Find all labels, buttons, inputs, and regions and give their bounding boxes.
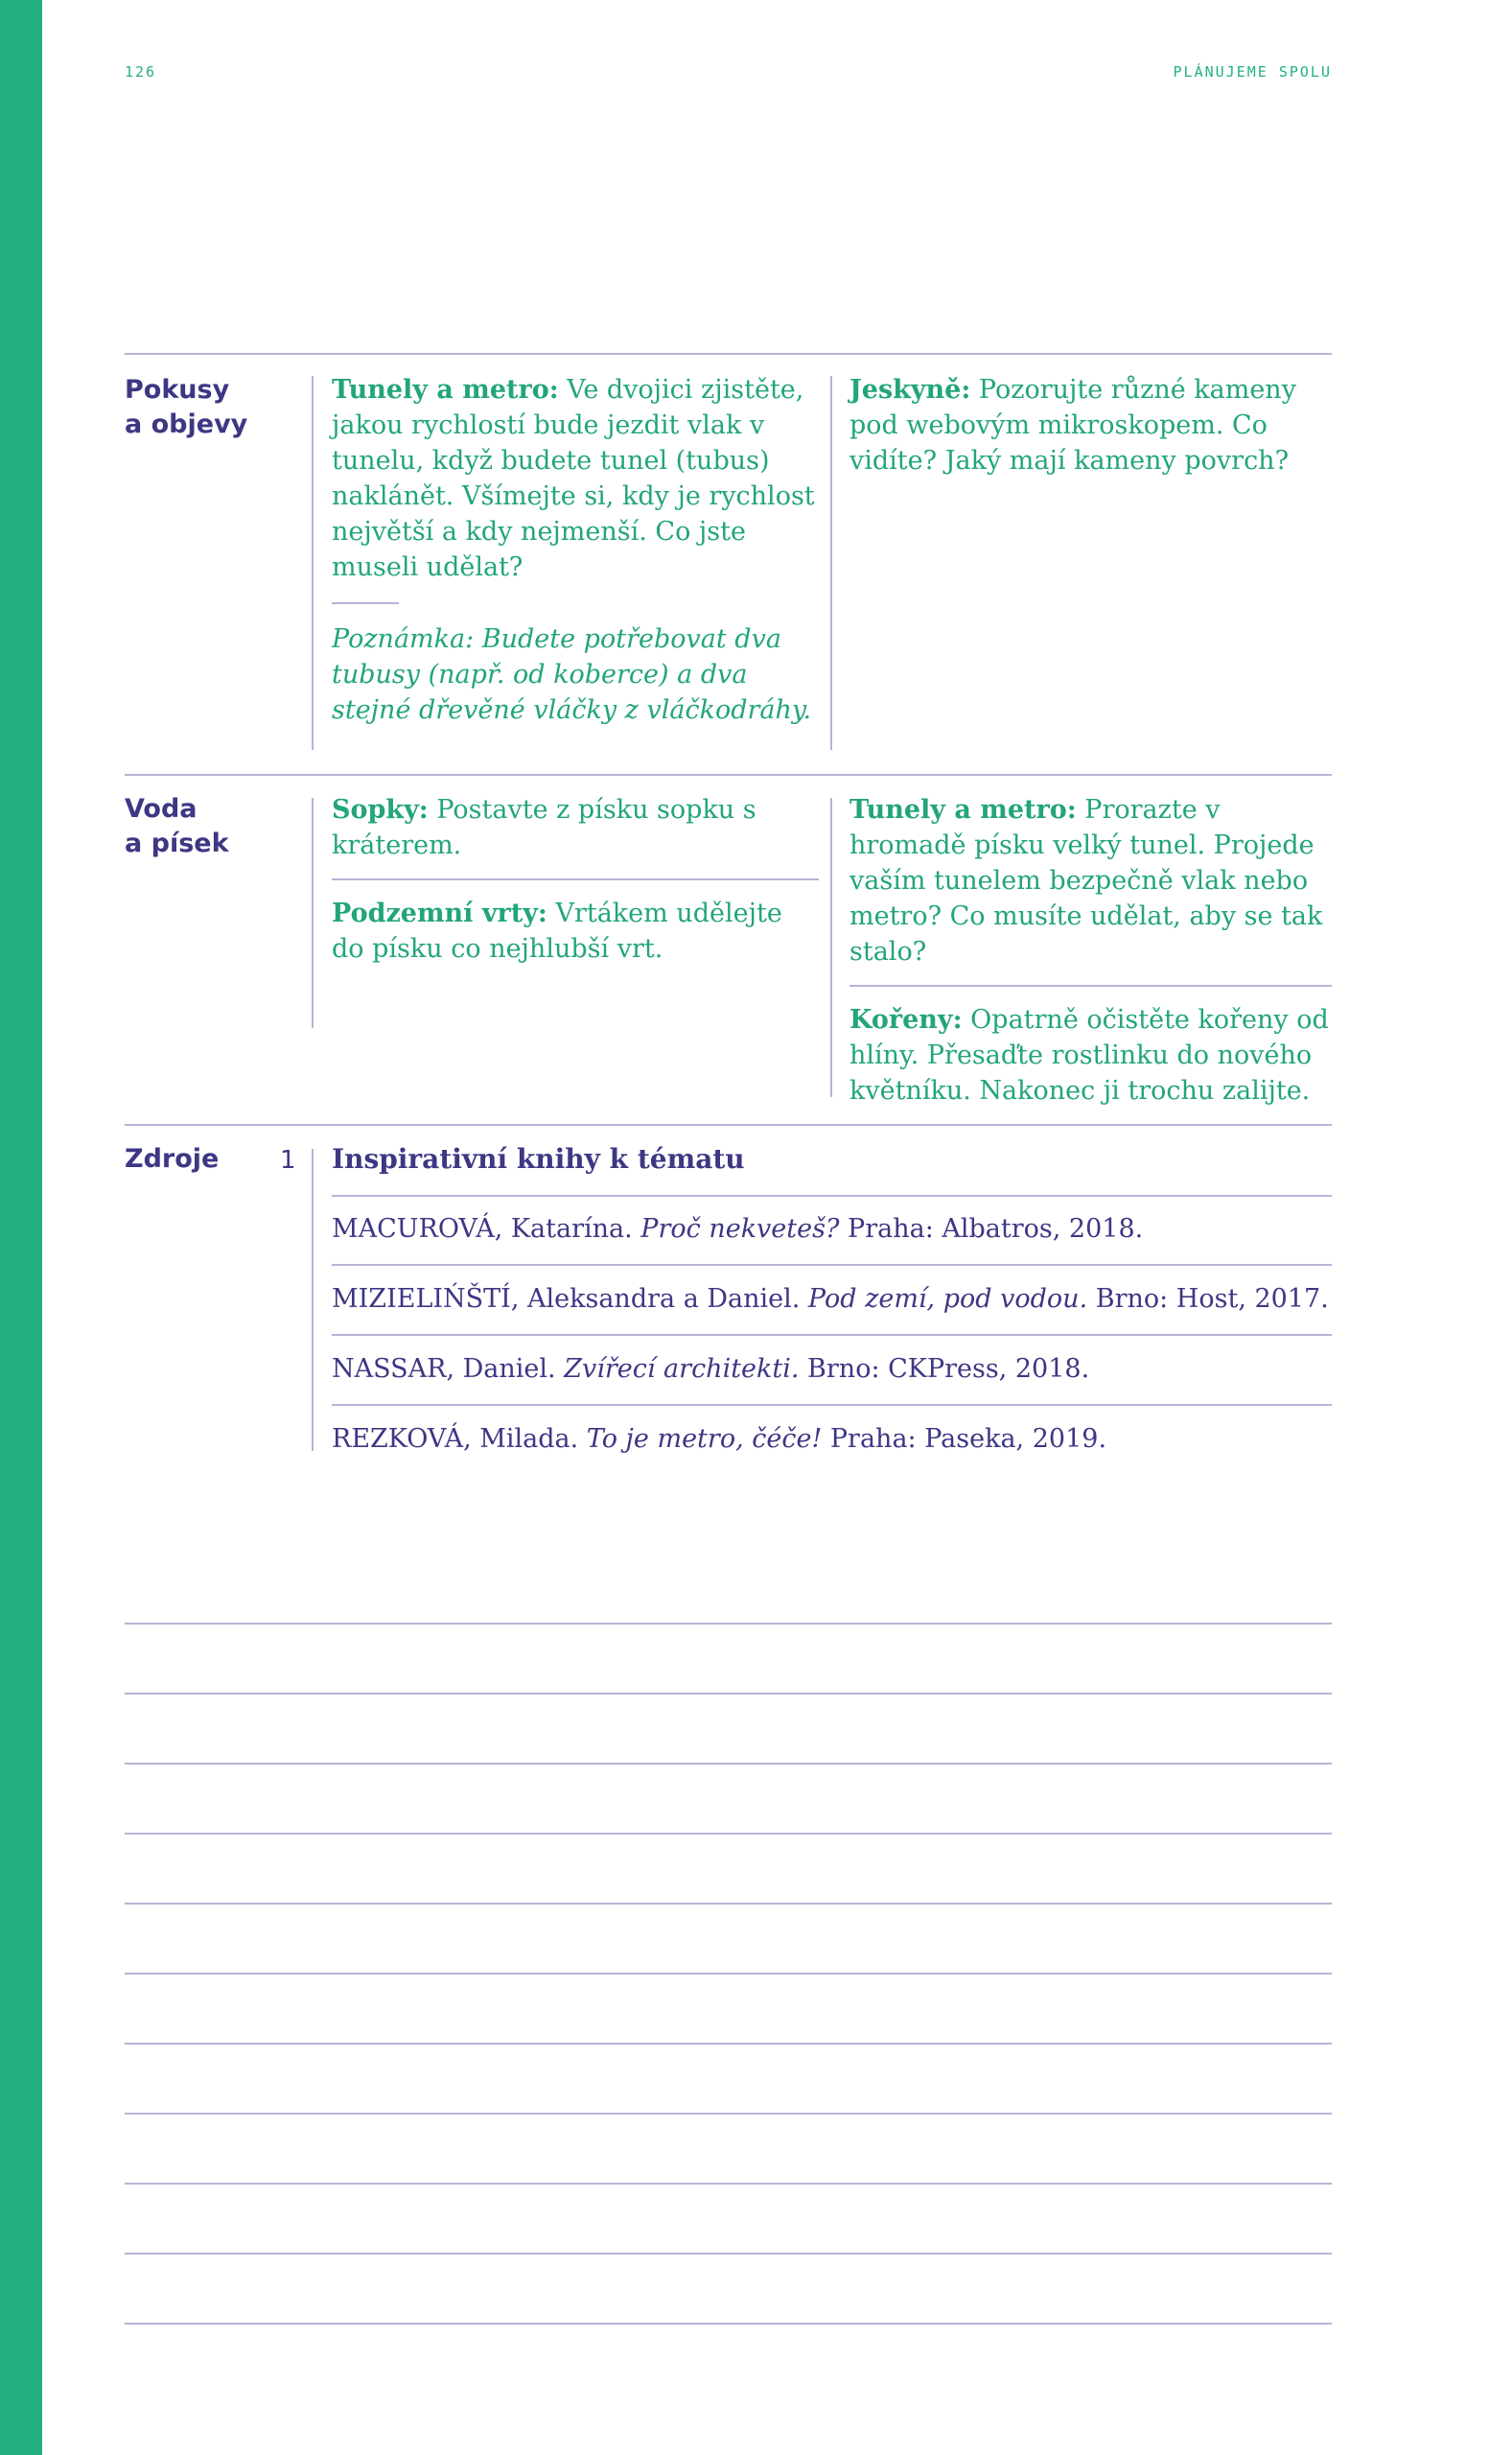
writing-line xyxy=(125,1903,1332,1905)
book-publisher: Praha: Paseka, 2019. xyxy=(822,1424,1107,1454)
section-divider xyxy=(125,774,1332,776)
cell-voda-right xyxy=(849,792,1332,1109)
book-title: Pod zemí, pod vodou. xyxy=(807,1284,1088,1314)
label-line: a písek xyxy=(125,829,229,858)
book-author: REZKOVÁ, Milada. xyxy=(332,1424,587,1454)
section-label-pokusy xyxy=(125,373,247,442)
note-rule xyxy=(332,602,399,604)
cell-vrty xyxy=(332,896,815,967)
cell-voda-left xyxy=(332,792,815,967)
column-rule xyxy=(312,376,314,750)
writing-line xyxy=(125,1973,1332,1975)
writing-line xyxy=(125,2183,1332,2185)
cell-title: Kořeny: xyxy=(849,1005,963,1035)
cell-rule xyxy=(332,878,819,880)
cell-body: Ve dvojici zjistěte, jakou rychlostí bude jezdit vlak v tunelu, když budete tunel (tubus) naklánět. Všímejte si, kdy je rychlost největší a kdy nejmenší. Co jste museli udělat? xyxy=(332,375,815,582)
cell-body: Vrtákem udělejte do písku co nejhlubší vrt. xyxy=(332,899,782,964)
cell-tunely-experiment xyxy=(332,372,821,728)
source-number: 1 xyxy=(280,1146,296,1175)
book-entry xyxy=(332,1424,1332,1454)
label-line: a objevy xyxy=(125,409,248,439)
writing-line xyxy=(125,2323,1332,2325)
cell-text xyxy=(332,372,821,585)
book-entry xyxy=(332,1284,1332,1314)
book-author: NASSAR, Daniel. xyxy=(332,1354,565,1384)
cell-body: Pozorujte různé kameny pod webovým mikroskopem. Co vidíte? Jaký mají kameny povrch? xyxy=(849,375,1296,476)
writing-line xyxy=(125,2253,1332,2255)
green-side-stripe xyxy=(0,0,42,2455)
section-title: PLÁNUJEME SPOLU xyxy=(1173,63,1332,81)
cell-body: Opatrně očistěte kořeny od hlíny. Přesaďte rostlinku do nového květníku. Nakonec ji trochu zalijte. xyxy=(849,1005,1329,1106)
cell-note: Poznámka: Budete potřebovat dva tubusy (např. od koberce) a dva stejné dřevěné vláčky z vláčkodráhy. xyxy=(332,624,812,725)
cell-body: Prorazte v hromadě písku velký tunel. Projede vaším tunelem bezpečně vlak nebo metro? Co musíte udělat, aby se tak stalo? xyxy=(849,795,1323,967)
source-rule xyxy=(332,1334,1332,1336)
column-rule xyxy=(312,1149,314,1451)
section-divider xyxy=(125,1124,1332,1126)
book-title: Zvířecí architekti. xyxy=(564,1354,800,1384)
writing-line xyxy=(125,2113,1332,2115)
cell-tunely-sand xyxy=(849,792,1332,970)
writing-line xyxy=(125,1763,1332,1765)
book-publisher: Brno: CKPress, 2018. xyxy=(799,1354,1090,1384)
cell-jeskyne xyxy=(849,372,1332,479)
book-entry xyxy=(332,1214,1332,1244)
cell-title: Tunely a metro: xyxy=(849,795,1077,825)
writing-line xyxy=(125,2043,1332,2045)
cell-title: Jeskyně: xyxy=(849,375,971,405)
column-rule xyxy=(312,798,314,1028)
cell-rule xyxy=(849,985,1332,987)
writing-line xyxy=(125,1693,1332,1695)
book-publisher: Brno: Host, 2017. xyxy=(1087,1284,1329,1314)
book-title: To je metro, čéče! xyxy=(586,1424,823,1454)
cell-title: Podzemní vrty: xyxy=(332,899,547,928)
cell-title: Sopky: xyxy=(332,795,429,825)
cell-koreny xyxy=(849,1002,1332,1109)
cell-sopky xyxy=(332,792,815,863)
section-label-voda xyxy=(125,792,229,861)
book-title: Proč nekveteš? xyxy=(640,1214,840,1244)
column-rule xyxy=(830,798,832,1097)
source-rule xyxy=(332,1195,1332,1197)
section-label-zdroje: Zdroje xyxy=(125,1144,220,1174)
column-rule xyxy=(830,376,832,750)
writing-line xyxy=(125,1623,1332,1625)
cell-title: Tunely a metro: xyxy=(332,375,559,405)
book-author: MIZIELIŃŠTÍ, Aleksandra a Daniel. xyxy=(332,1284,808,1314)
source-rule xyxy=(332,1404,1332,1406)
writing-line xyxy=(125,1833,1332,1835)
label-line: Voda xyxy=(125,794,198,824)
book-publisher: Praha: Albatros, 2018. xyxy=(839,1214,1144,1244)
cell-body: Postavte z písku sopku s kráterem. xyxy=(332,795,756,860)
sources-heading: Inspirativní knihy k tématu xyxy=(332,1143,745,1175)
book-author: MACUROVÁ, Katarína. xyxy=(332,1214,641,1244)
book-entry xyxy=(332,1354,1332,1384)
source-rule xyxy=(332,1264,1332,1266)
page-number: 126 xyxy=(125,63,157,81)
section-divider xyxy=(125,353,1332,355)
label-line: Pokusy xyxy=(125,375,230,405)
